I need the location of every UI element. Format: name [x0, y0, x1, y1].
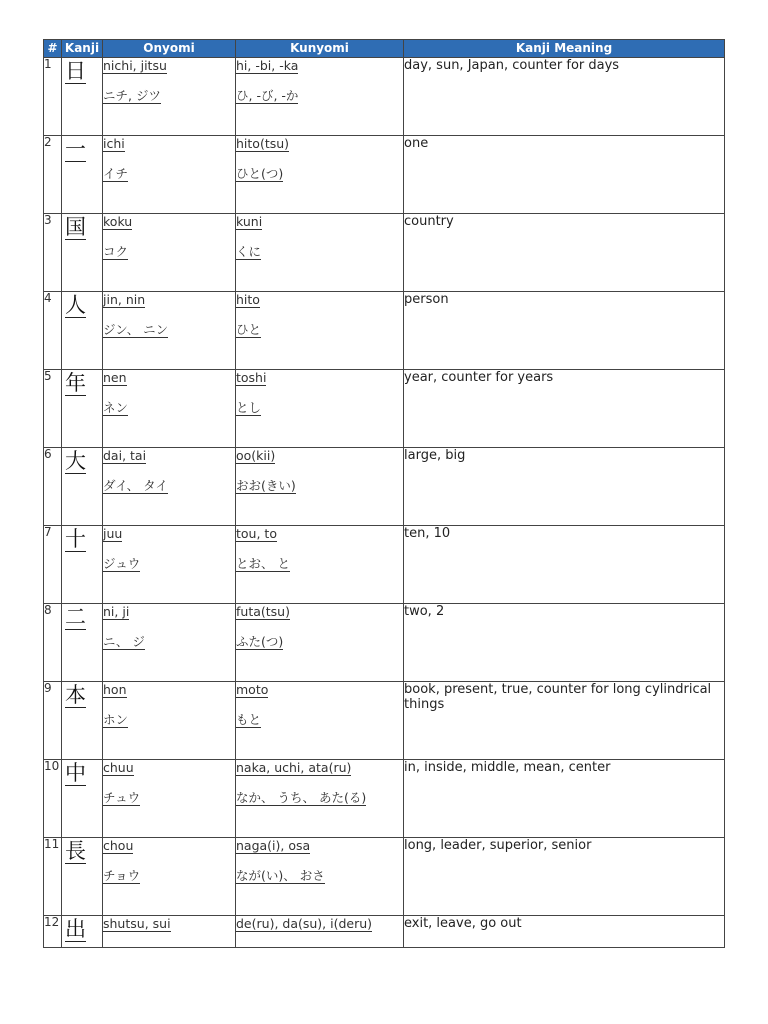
- kunyomi-kana-link[interactable]: くに: [236, 244, 262, 259]
- kanji-character-link[interactable]: 十: [65, 527, 86, 551]
- kunyomi-romaji-link[interactable]: tou, to: [236, 526, 277, 541]
- onyomi-romaji-link[interactable]: nen: [103, 370, 127, 385]
- row-number: 6: [44, 448, 62, 526]
- onyomi-romaji-link[interactable]: chou: [103, 838, 134, 853]
- kanji-character-link[interactable]: 二: [65, 605, 86, 629]
- row-number: 3: [44, 214, 62, 292]
- kunyomi-kana-link[interactable]: もと: [236, 712, 262, 727]
- meaning-cell: country: [404, 214, 725, 292]
- row-number: 4: [44, 292, 62, 370]
- kunyomi-kana-link[interactable]: ひと: [236, 322, 262, 337]
- kunyomi-romaji-link[interactable]: oo(kii): [236, 448, 276, 463]
- kunyomi-cell: [236, 526, 404, 604]
- onyomi-cell: [103, 838, 236, 916]
- kanji-character-link[interactable]: 出: [65, 917, 86, 941]
- meaning-cell: book, present, true, counter for long cylindrical things: [404, 682, 725, 760]
- kanji-cell: [62, 604, 103, 682]
- onyomi-romaji-link[interactable]: shutsu, sui: [103, 916, 171, 931]
- kunyomi-cell: [236, 682, 404, 760]
- meaning-cell: in, inside, middle, mean, center: [404, 760, 725, 838]
- kanji-cell: [62, 526, 103, 604]
- row-number: 7: [44, 526, 62, 604]
- onyomi-cell: [103, 760, 236, 838]
- kanji-cell: [62, 448, 103, 526]
- row-number: 1: [44, 58, 62, 136]
- onyomi-kana-link[interactable]: ジュウ: [103, 556, 141, 571]
- kanji-character-link[interactable]: 日: [65, 59, 86, 83]
- table-row: [44, 292, 725, 370]
- kunyomi-cell: [236, 448, 404, 526]
- row-number: 2: [44, 136, 62, 214]
- onyomi-romaji-link[interactable]: koku: [103, 214, 133, 229]
- header-kunyomi: Kunyomi: [236, 40, 404, 58]
- header-onyomi: Onyomi: [103, 40, 236, 58]
- meaning-cell: day, sun, Japan, counter for days: [404, 58, 725, 136]
- row-number: 10: [44, 760, 62, 838]
- kanji-character-link[interactable]: 国: [65, 215, 86, 239]
- kunyomi-kana-link[interactable]: とし: [236, 400, 262, 415]
- onyomi-romaji-link[interactable]: hon: [103, 682, 127, 697]
- onyomi-romaji-link[interactable]: chuu: [103, 760, 134, 775]
- onyomi-kana-link[interactable]: チョウ: [103, 868, 141, 883]
- kunyomi-cell: [236, 760, 404, 838]
- kunyomi-kana-link[interactable]: おお(きい): [236, 478, 296, 493]
- onyomi-cell: [103, 526, 236, 604]
- kanji-table: [43, 39, 725, 948]
- onyomi-romaji-link[interactable]: nichi, jitsu: [103, 58, 167, 73]
- onyomi-cell: [103, 58, 236, 136]
- kanji-cell: [62, 682, 103, 760]
- table-row: [44, 526, 725, 604]
- onyomi-kana-link[interactable]: ホン: [103, 712, 129, 727]
- header-number: #: [44, 40, 62, 58]
- kunyomi-cell: [236, 214, 404, 292]
- onyomi-romaji-link[interactable]: ni, ji: [103, 604, 130, 619]
- kunyomi-romaji-link[interactable]: hito(tsu): [236, 136, 290, 151]
- kanji-cell: [62, 58, 103, 136]
- onyomi-kana-link[interactable]: ジン、 ニン: [103, 322, 169, 337]
- kunyomi-romaji-link[interactable]: naga(i), osa: [236, 838, 311, 853]
- kunyomi-cell: [236, 916, 404, 948]
- row-number: 9: [44, 682, 62, 760]
- onyomi-kana-link[interactable]: チュウ: [103, 790, 141, 805]
- table-row: [44, 604, 725, 682]
- onyomi-kana-link[interactable]: ニ、 ジ: [103, 634, 145, 649]
- onyomi-cell: [103, 370, 236, 448]
- table-row: [44, 448, 725, 526]
- kanji-cell: [62, 916, 103, 948]
- meaning-cell: person: [404, 292, 725, 370]
- kunyomi-cell: [236, 370, 404, 448]
- kanji-character-link[interactable]: 大: [65, 449, 86, 473]
- onyomi-cell: [103, 916, 236, 948]
- onyomi-kana-link[interactable]: コク: [103, 244, 129, 259]
- onyomi-cell: [103, 292, 236, 370]
- row-number: 8: [44, 604, 62, 682]
- table-row: [44, 760, 725, 838]
- header-kanji: Kanji: [62, 40, 103, 58]
- kunyomi-romaji-link[interactable]: kuni: [236, 214, 263, 229]
- kanji-cell: [62, 214, 103, 292]
- kunyomi-romaji-link[interactable]: toshi: [236, 370, 267, 385]
- kunyomi-cell: [236, 292, 404, 370]
- meaning-cell: large, big: [404, 448, 725, 526]
- header-meaning: Kanji Meaning: [404, 40, 725, 58]
- kanji-character-link[interactable]: 人: [65, 293, 86, 317]
- row-number: 11: [44, 838, 62, 916]
- kanji-cell: [62, 760, 103, 838]
- kunyomi-kana-link[interactable]: ひと(つ): [236, 166, 284, 181]
- onyomi-cell: [103, 448, 236, 526]
- kunyomi-romaji-link[interactable]: hito: [236, 292, 260, 307]
- kunyomi-romaji-link[interactable]: moto: [236, 682, 269, 697]
- meaning-cell: long, leader, superior, senior: [404, 838, 725, 916]
- kanji-character-link[interactable]: 中: [65, 761, 86, 785]
- table-row: [44, 370, 725, 448]
- onyomi-romaji-link[interactable]: juu: [103, 526, 123, 541]
- kunyomi-cell: [236, 136, 404, 214]
- row-number: 12: [44, 916, 62, 948]
- kunyomi-kana-link[interactable]: ひ, -び, -か: [236, 88, 299, 103]
- kunyomi-romaji-link[interactable]: hi, -bi, -ka: [236, 58, 299, 73]
- header-row: [44, 40, 725, 58]
- table-row: [44, 214, 725, 292]
- onyomi-kana-link[interactable]: ニチ, ジツ: [103, 88, 161, 103]
- table-row: [44, 838, 725, 916]
- onyomi-romaji-link[interactable]: ichi: [103, 136, 125, 151]
- table-row: [44, 136, 725, 214]
- kunyomi-kana-link[interactable]: ふた(つ): [236, 634, 284, 649]
- meaning-cell: ten, 10: [404, 526, 725, 604]
- kunyomi-cell: [236, 58, 404, 136]
- onyomi-kana-link[interactable]: ダイ、 タイ: [103, 478, 168, 493]
- meaning-cell: year, counter for years: [404, 370, 725, 448]
- kunyomi-romaji-link[interactable]: de(ru), da(su), i(deru): [236, 916, 373, 931]
- kunyomi-romaji-link[interactable]: futa(tsu): [236, 604, 290, 619]
- onyomi-cell: [103, 214, 236, 292]
- kanji-character-link[interactable]: 年: [65, 371, 86, 395]
- table-row: [44, 916, 725, 948]
- kanji-cell: [62, 292, 103, 370]
- onyomi-cell: [103, 136, 236, 214]
- row-number: 5: [44, 370, 62, 448]
- meaning-cell: two, 2: [404, 604, 725, 682]
- meaning-cell: exit, leave, go out: [404, 916, 725, 948]
- kanji-character-link[interactable]: 本: [65, 683, 86, 707]
- kanji-cell: [62, 370, 103, 448]
- onyomi-kana-link[interactable]: ネン: [103, 400, 129, 415]
- kunyomi-romaji-link[interactable]: naka, uchi, ata(ru): [236, 760, 352, 775]
- kanji-character-link[interactable]: 一: [65, 137, 86, 161]
- kunyomi-kana-link[interactable]: なが(い)、 おさ: [236, 868, 325, 883]
- meaning-cell: one: [404, 136, 725, 214]
- kunyomi-cell: [236, 604, 404, 682]
- onyomi-cell: [103, 682, 236, 760]
- kunyomi-kana-link[interactable]: とお、 と: [236, 556, 290, 571]
- onyomi-kana-link[interactable]: イチ: [103, 166, 129, 181]
- kanji-cell: [62, 838, 103, 916]
- table-row: [44, 58, 725, 136]
- kanji-character-link[interactable]: 長: [65, 839, 86, 863]
- kanji-cell: [62, 136, 103, 214]
- kunyomi-kana-link[interactable]: なか、 うち、 あた(る): [236, 790, 367, 805]
- onyomi-cell: [103, 604, 236, 682]
- onyomi-romaji-link[interactable]: jin, nin: [103, 292, 146, 307]
- table-row: [44, 682, 725, 760]
- kunyomi-cell: [236, 838, 404, 916]
- onyomi-romaji-link[interactable]: dai, tai: [103, 448, 147, 463]
